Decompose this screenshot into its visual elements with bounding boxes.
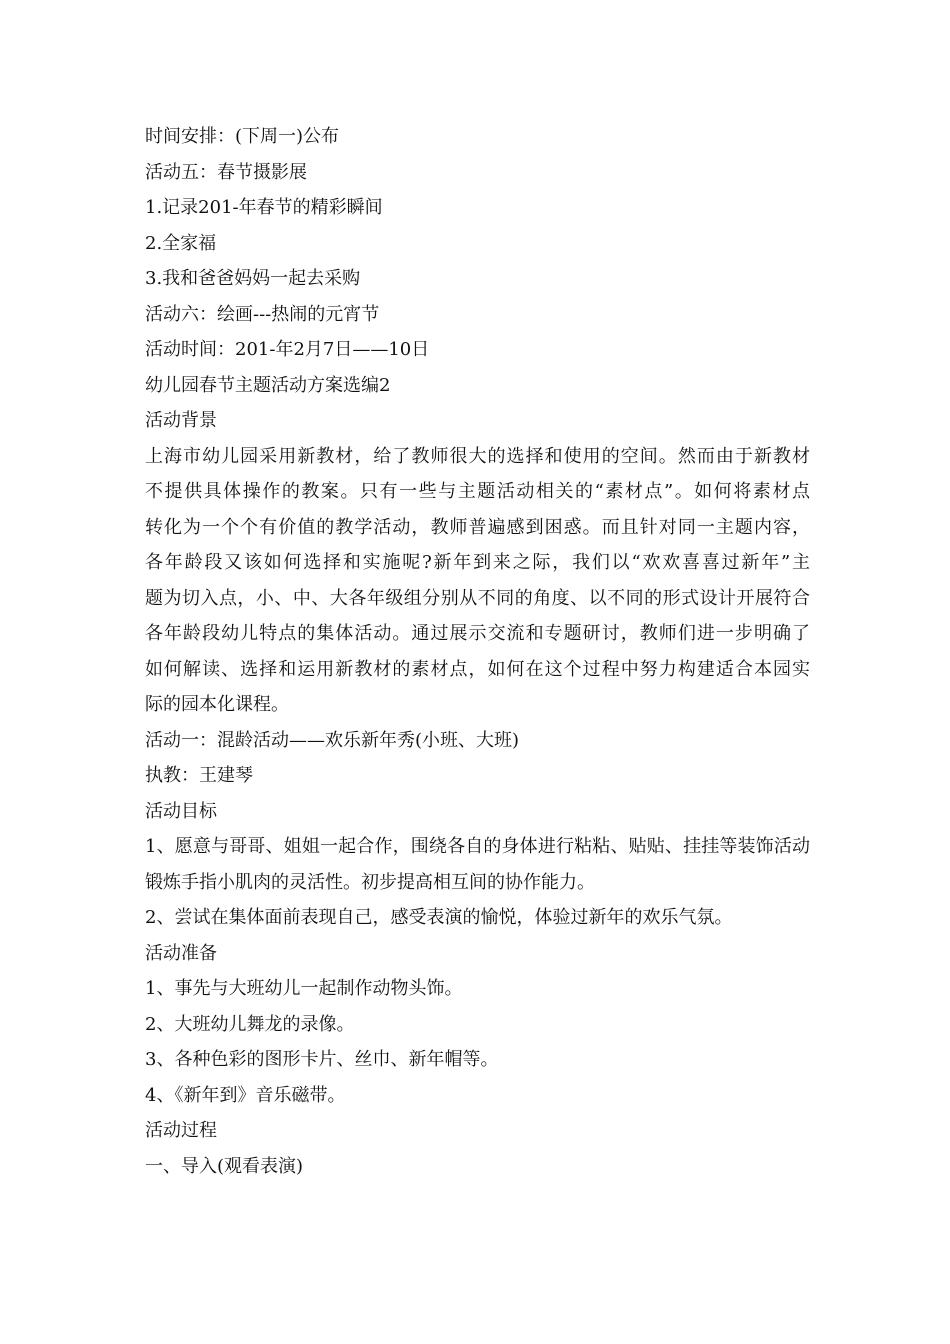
paragraph-line: 上海市幼儿园采用新教材，给了教师很大的选择和使用的空间。然而由于新教材 bbox=[145, 445, 810, 467]
text-line: 执教：王建琴 bbox=[145, 765, 253, 786]
list-item: 2、尝试在集体面前表现自己，感受表演的愉悦，体验过新年的欢乐气氛。 bbox=[145, 907, 733, 928]
paragraph-line: 转化为一个个有价值的教学活动，教师普遍感到困惑。而且针对同一主题内容， bbox=[145, 516, 810, 538]
section-heading: 活动目标 bbox=[145, 800, 217, 822]
list-item: 2.全家福 bbox=[145, 232, 217, 254]
list-item: 一、导入(观看表演) bbox=[145, 1155, 304, 1177]
list-item: 1、事先与大班幼儿一起制作动物头饰。 bbox=[145, 978, 463, 999]
section-heading: 活动一：混龄活动——欢乐新年秀(小班、大班) bbox=[145, 729, 520, 751]
section-heading: 活动五：春节摄影展 bbox=[145, 161, 307, 183]
paragraph-line: 如何解读、选择和运用新教材的素材点，如何在这个过程中努力构建适合本园实 bbox=[145, 658, 810, 680]
list-item: 2、大班幼儿舞龙的录像。 bbox=[145, 1013, 355, 1035]
document-body bbox=[145, 119, 810, 1184]
section-heading: 活动准备 bbox=[145, 942, 217, 964]
paragraph-line: 各年龄段又该如何选择和实施呢?新年到来之际，我们以“欢欢喜喜过新年”主 bbox=[145, 552, 810, 573]
list-item: 1.记录201-年春节的精彩瞬间 bbox=[145, 197, 383, 218]
paragraph-line: 际的园本化课程。 bbox=[145, 694, 289, 715]
text-line: 活动时间：201-年2月7日——10日 bbox=[145, 339, 430, 360]
section-heading: 活动过程 bbox=[145, 1120, 217, 1141]
list-item: 3.我和爸爸妈妈一起去采购 bbox=[145, 268, 361, 289]
section-heading: 活动六：绘画---热闹的元宵节 bbox=[145, 303, 380, 325]
paragraph-line: 不提供具体操作的教案。只有一些与主题活动相关的“素材点”。如何将素材点 bbox=[145, 481, 810, 502]
list-item-continuation: 锻炼手指小肌肉的灵活性。初步提高相互间的协作能力。 bbox=[145, 871, 595, 893]
list-item: 4、《新年到》音乐磁带。 bbox=[145, 1084, 346, 1106]
section-heading: 活动背景 bbox=[145, 410, 217, 431]
paragraph-line: 各年龄段幼儿特点的集体活动。通过展示交流和专题研讨，教师们进一步明确了 bbox=[145, 623, 810, 644]
paragraph-line: 题为切入点，小、中、大各年级组分别从不同的角度、以不同的形式设计开展符合 bbox=[145, 587, 810, 609]
list-item: 1、愿意与哥哥、姐姐一起合作，围绕各自的身体进行粘粘、贴贴、挂挂等装饰活动 bbox=[145, 836, 810, 857]
list-item: 3、各种色彩的图形卡片、丝巾、新年帽等。 bbox=[145, 1049, 499, 1070]
document-title: 幼儿园春节主题活动方案选编2 bbox=[145, 374, 391, 396]
text-line: 时间安排：(下周一)公布 bbox=[145, 126, 340, 147]
